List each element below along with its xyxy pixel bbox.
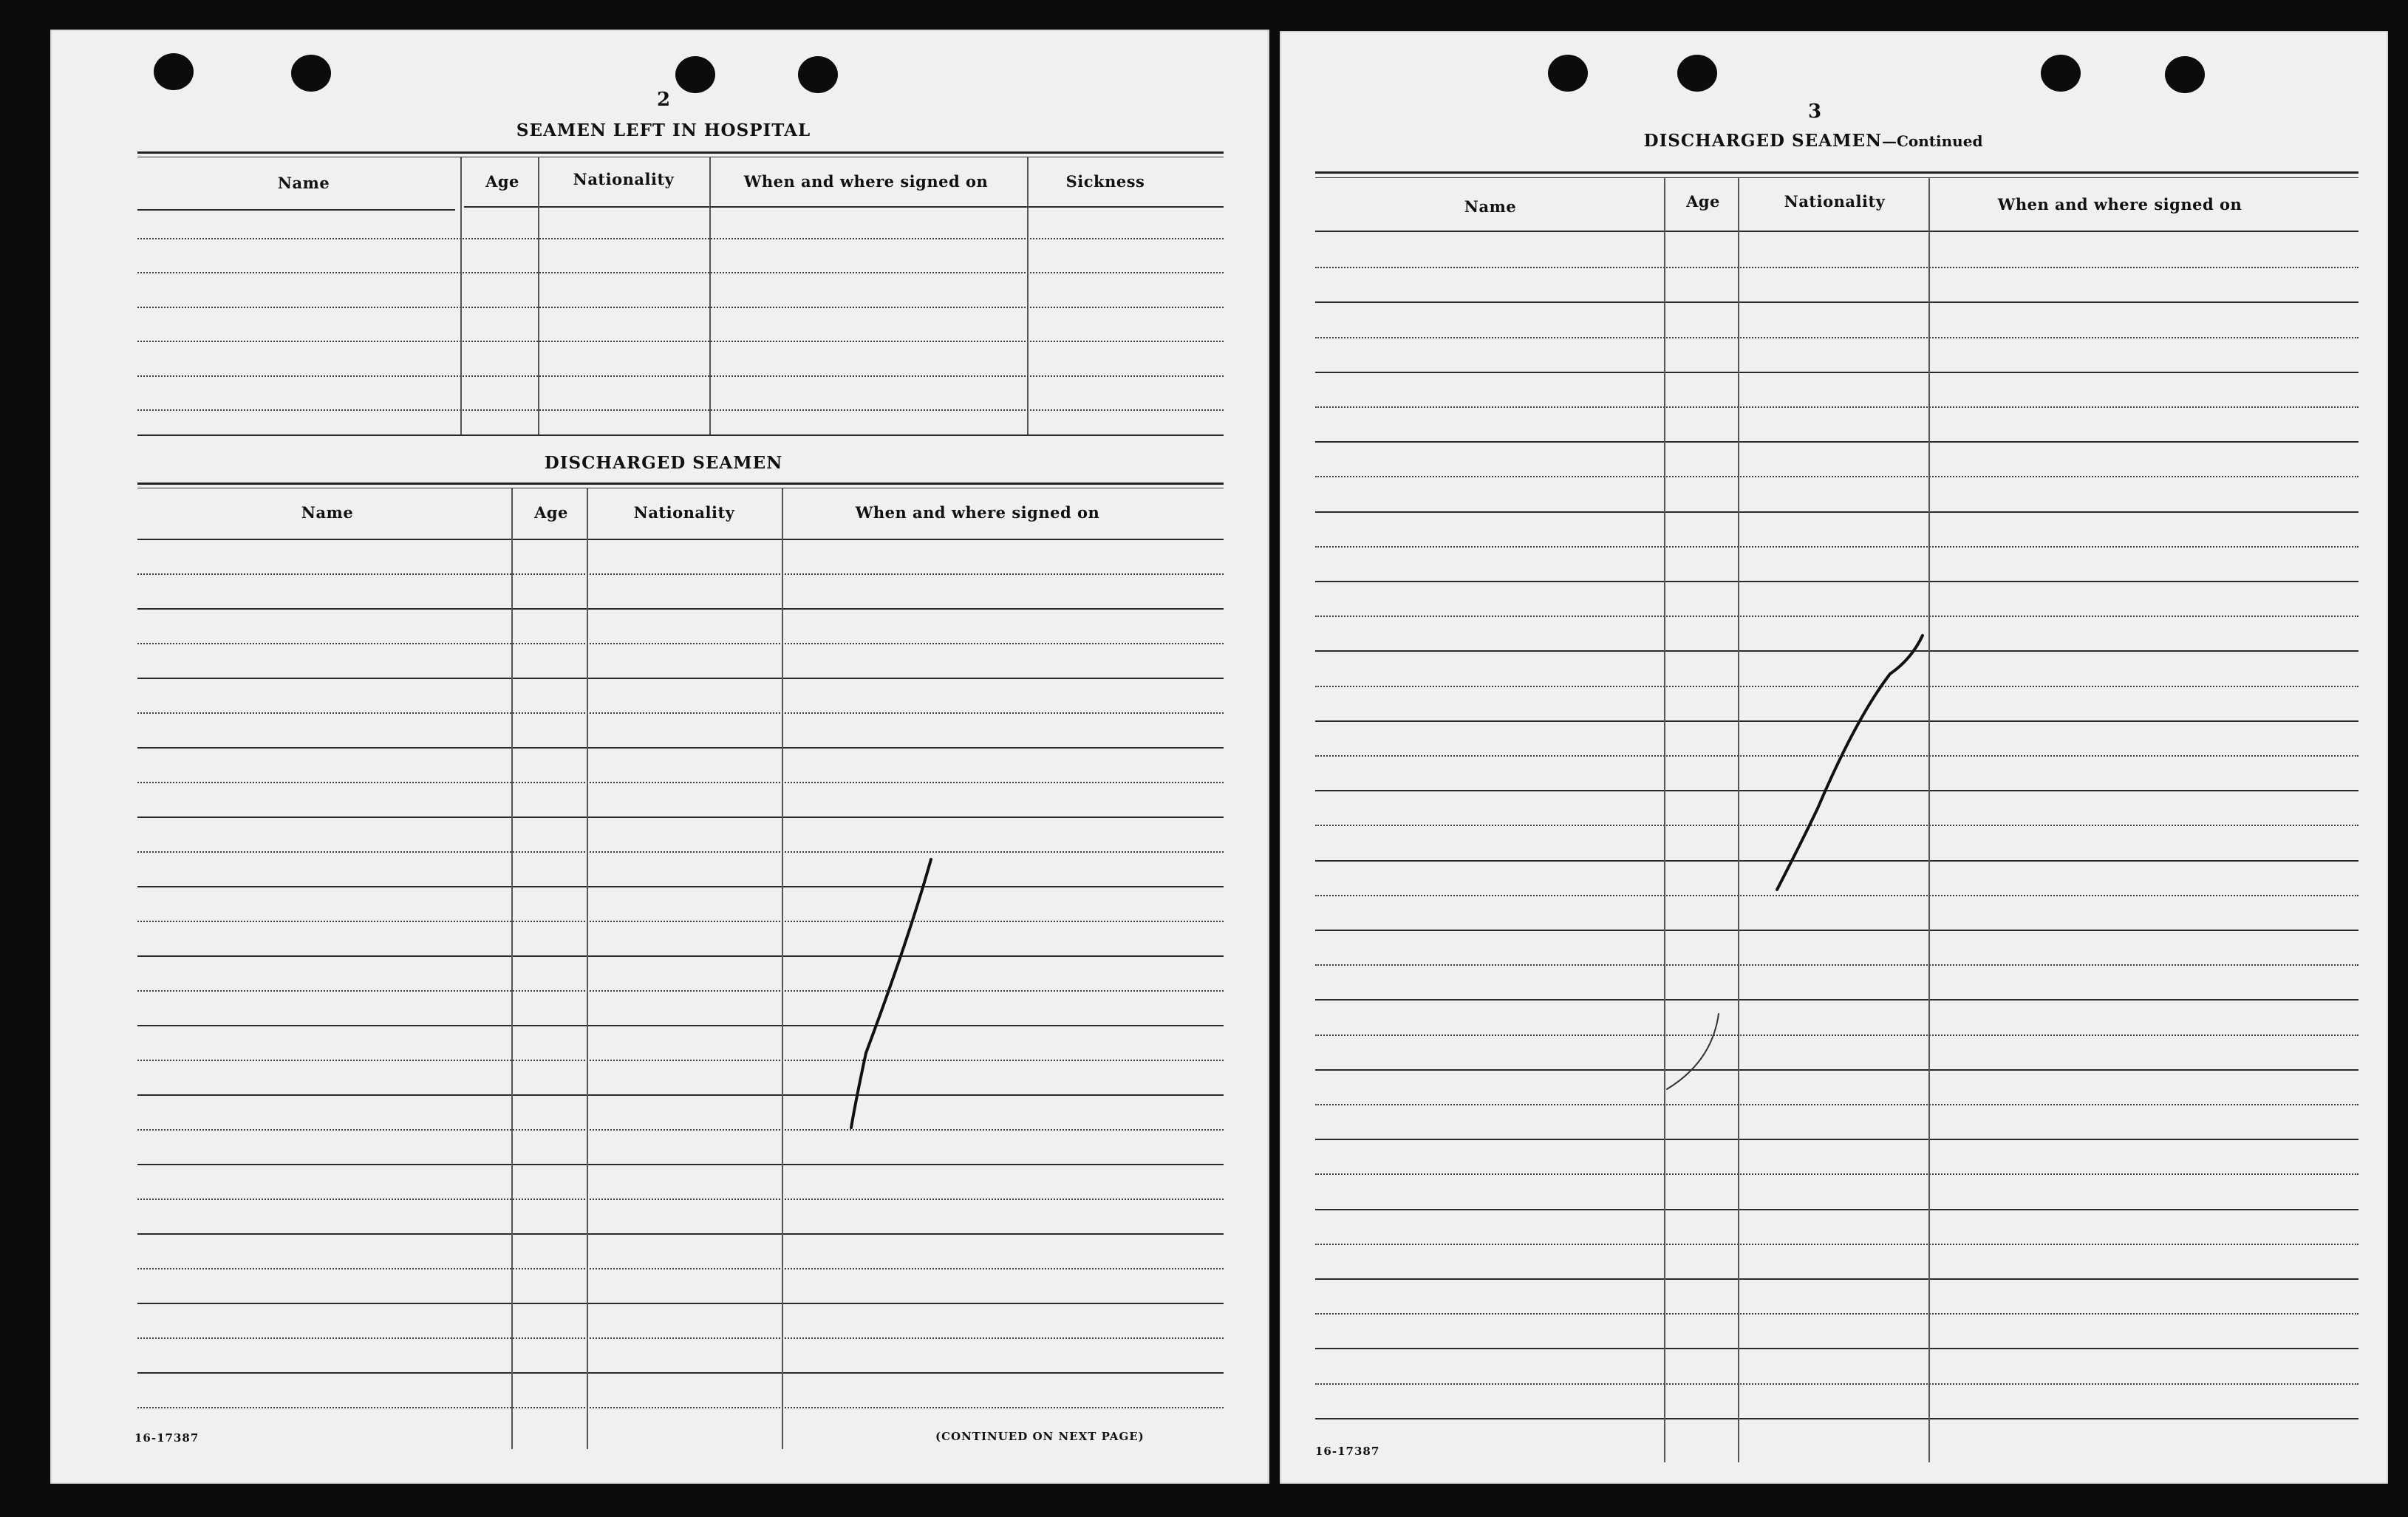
table-row-line — [137, 375, 1224, 377]
table-row-line — [137, 712, 1224, 714]
discharged-continued-title — [1644, 131, 1983, 151]
table-row-line — [1315, 301, 2358, 303]
table-row-line — [137, 851, 1224, 853]
punch-hole — [2041, 55, 2081, 92]
table-row-line — [137, 272, 1224, 273]
table-row-line — [1315, 1034, 2358, 1036]
table-row-line — [137, 990, 1224, 992]
right-column-header-name: Name — [1464, 197, 1517, 216]
column-divider — [511, 488, 513, 1449]
header-underline — [137, 209, 455, 211]
table-row-line — [137, 643, 1224, 644]
punch-hole — [154, 53, 194, 90]
column-divider — [709, 157, 711, 434]
table-row-line — [137, 1025, 1224, 1026]
punch-hole — [291, 55, 331, 92]
table-row-line — [1315, 1418, 2358, 1419]
table-row-line — [137, 1129, 1224, 1131]
table-row-line — [137, 1060, 1224, 1061]
discharged-column-header-name: Name — [301, 503, 354, 522]
column-divider — [460, 157, 462, 434]
table-row-line — [1315, 1069, 2358, 1071]
hospital-column-header-age: Age — [485, 172, 519, 191]
table-row-line — [1315, 930, 2358, 931]
header-underline — [137, 539, 1224, 540]
right-column-header-nationality: Nationality — [1784, 192, 1886, 211]
table-row-line — [137, 238, 1224, 239]
table-row-line — [1315, 616, 2358, 617]
table-row-line — [1315, 267, 2358, 268]
page-number: 2 — [656, 89, 671, 111]
title-suffix: —Continued — [1882, 132, 1983, 150]
table-row-line — [137, 1268, 1224, 1269]
table-row-line — [137, 886, 1224, 887]
table-row-line — [137, 955, 1224, 957]
table-row-line — [137, 1199, 1224, 1200]
table-row-line — [137, 782, 1224, 783]
page-number: 3 — [1807, 100, 1822, 123]
header-underline — [464, 206, 1224, 208]
table-row-line — [1315, 964, 2358, 966]
table-row-line — [1315, 686, 2358, 687]
table-row-line — [137, 1233, 1224, 1235]
column-divider — [782, 488, 783, 1449]
discharged-column-header-when-where-signed: When and where signed on — [855, 503, 1100, 522]
form-number: 16-17387 — [1315, 1445, 1380, 1458]
ink-pen-stroke — [1280, 31, 2388, 1484]
table-row-line — [137, 747, 1224, 749]
table-row-line — [1315, 755, 2358, 757]
title-main: DISCHARGED SEAMEN — [1643, 131, 1882, 151]
hospital-section-title: SEAMEN LEFT IN HOSPITAL — [516, 120, 811, 140]
column-divider — [1027, 157, 1029, 434]
table-row-line — [137, 409, 1224, 411]
table-row-line — [1315, 1104, 2358, 1105]
table-row-line — [137, 341, 1224, 342]
table-row-line — [1315, 860, 2358, 862]
table-row-line — [137, 573, 1224, 575]
column-divider — [538, 157, 539, 434]
table-row-line — [137, 678, 1224, 679]
table-row-line — [1315, 1244, 2358, 1245]
discharged-column-header-age: Age — [534, 503, 568, 522]
hospital-column-header-when-where-signed: When and where signed on — [743, 172, 989, 191]
table-row-line — [1315, 1173, 2358, 1175]
table-bottom-line — [137, 434, 1224, 436]
right-form-page — [1280, 31, 2388, 1484]
column-divider — [587, 488, 588, 1449]
table-row-line — [137, 1372, 1224, 1374]
left-form-page — [50, 30, 1269, 1484]
hospital-column-header-sickness: Sickness — [1065, 172, 1145, 191]
continued-note: (CONTINUED ON NEXT PAGE) — [935, 1430, 1145, 1443]
column-divider — [1738, 178, 1739, 1462]
punch-hole — [1677, 55, 1717, 92]
table-row-line — [137, 817, 1224, 818]
table-row-line — [137, 1303, 1224, 1304]
punch-hole — [2165, 56, 2205, 93]
table-row-line — [137, 1337, 1224, 1339]
table-row-line — [1315, 1383, 2358, 1385]
table-row-line — [1315, 1348, 2358, 1349]
table-row-line — [1315, 895, 2358, 896]
table-row-line — [1315, 1313, 2358, 1315]
table-row-line — [1315, 650, 2358, 652]
table-row-line — [1315, 720, 2358, 722]
table-row-line — [137, 1407, 1224, 1408]
table-row-line — [137, 921, 1224, 922]
punch-hole — [798, 56, 838, 93]
table-row-line — [1315, 790, 2358, 791]
table-row-line — [1315, 476, 2358, 477]
table-row-line — [137, 608, 1224, 610]
table-row-line — [1315, 337, 2358, 338]
right-column-header-age: Age — [1686, 192, 1720, 211]
table-row-line — [1315, 1139, 2358, 1140]
table-row-line — [1315, 1209, 2358, 1210]
table-row-line — [1315, 406, 2358, 408]
table-row-line — [137, 307, 1224, 308]
table-row-line — [1315, 546, 2358, 548]
table-row-line — [1315, 372, 2358, 373]
table-row-line — [1315, 441, 2358, 443]
column-divider — [1664, 178, 1665, 1462]
table-row-line — [137, 1094, 1224, 1096]
table-row-line — [1315, 581, 2358, 582]
hospital-column-header-nationality: Nationality — [573, 170, 675, 188]
column-divider — [1928, 178, 1930, 1462]
punch-hole — [675, 56, 715, 93]
table-row-line — [1315, 511, 2358, 513]
discharged-section-title: DISCHARGED SEAMEN — [544, 453, 783, 473]
right-column-header-when-where-signed: When and where signed on — [1997, 195, 2242, 214]
table-row-line — [1315, 825, 2358, 826]
hospital-column-header-name: Name — [277, 174, 330, 192]
punch-hole — [1548, 55, 1588, 92]
discharged-column-header-nationality: Nationality — [633, 503, 735, 522]
table-row-line — [1315, 999, 2358, 1000]
table-row-line — [1315, 1278, 2358, 1280]
form-number: 16-17387 — [134, 1431, 199, 1445]
header-underline — [1315, 231, 2358, 232]
ink-pen-stroke — [50, 30, 1269, 1484]
table-row-line — [137, 1164, 1224, 1165]
